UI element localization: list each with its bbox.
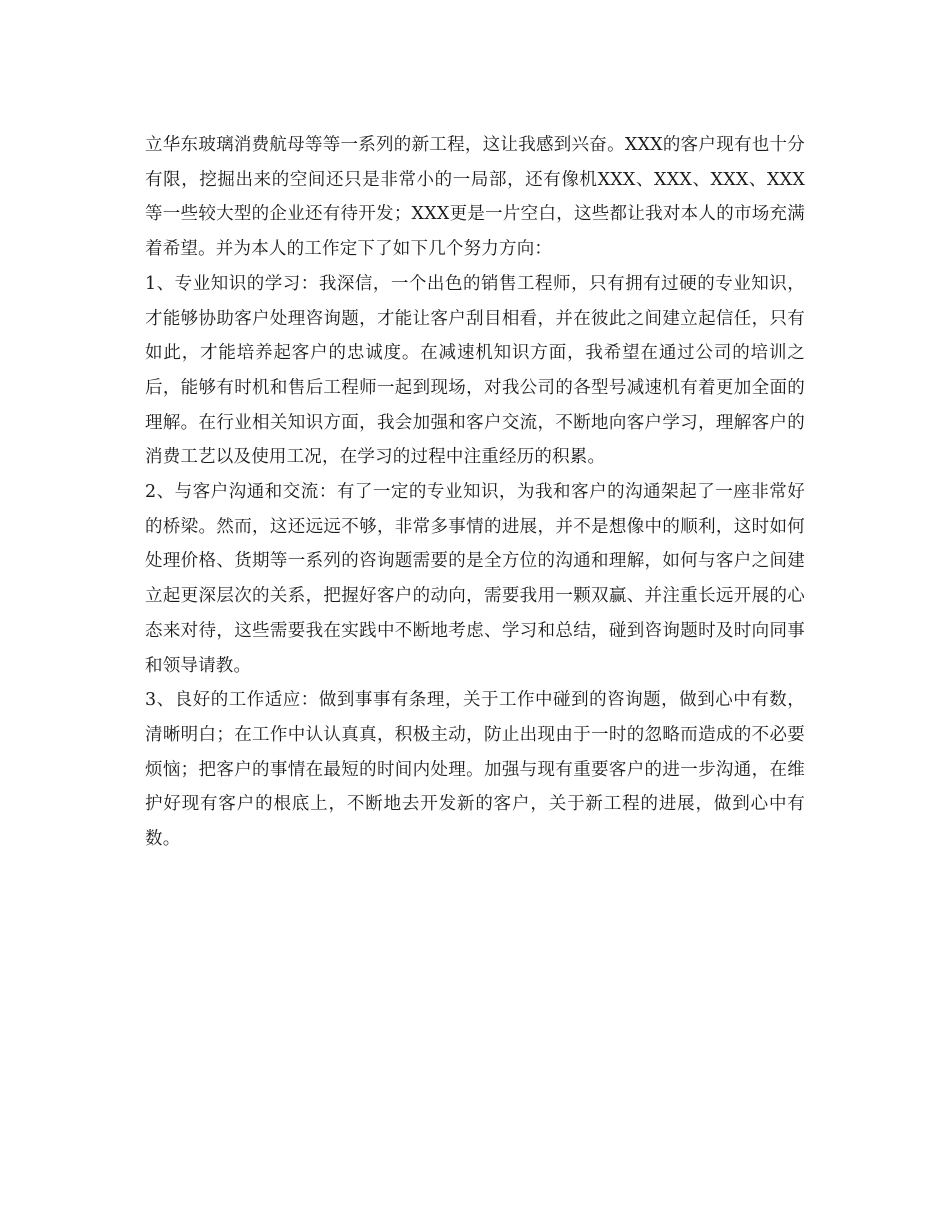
paragraph-intro: 立华东玻璃消费航母等等一系列的新工程，这让我感到兴奋。XXX的客户现有也十分有限，挖掘出来的空间还只是非常小的一局部，还有像机XXX、XXX、XXX、XXX等一些较大型的企业还有待开发；XXX更是一片空白，这些都让我对本人的市场充满着希望。并为本人的工作定下了如下几个努力方向： bbox=[145, 135, 805, 260]
paragraph-work-adaptation: 3、良好的工作适应：做到事事有条理，关于工作中碰到的咨询题，做到心中有数，清晰明白；在工作中认认真真，积极主动，防止出现由于一时的忽略而造成的不必要烦恼；把客户的事情在最短的时间内处理。加强与现有重要客户的进一步沟通，在维护好现有客户的根底上，不断地去开发新的客户，关于新工程的进展，做到心中有数。 bbox=[145, 690, 805, 850]
paragraph-professional-knowledge: 1、专业知识的学习：我深信，一个出色的销售工程师，只有拥有过硬的专业知识，才能够协助客户处理咨询题，才能让客户刮目相看，并在彼此之间建立起信任，只有如此，才能培养起客户的忠诚度。在减速机知识方面，我希望在通过公司的培训之后，能够有时机和售后工程师一起到现场，对我公司的各型号减速机有着更加全面的理解。在行业相关知识方面，我会加强和客户交流，不断地向客户学习，理解客户的消费工艺以及使用工况，在学习的过程中注重经历的积累。 bbox=[145, 273, 805, 468]
paragraph-customer-communication: 2、与客户沟通和交流：有了一定的专业知识，为我和客户的沟通架起了一座非常好的桥梁。然而，这还远远不够，非常多事情的进展，并不是想像中的顺利，这时如何处理价格、货期等一系列的咨询题需要的是全方位的沟通和理解，如何与客户之间建立起更深层次的关系，把握好客户的动向，需要我用一颗双赢、并注重长远开展的心态来对待，这些需要我在实践中不断地考虑、学习和总结，碰到咨询题时及时向同事和领导请教。 bbox=[145, 482, 805, 676]
document-body bbox=[145, 128, 805, 857]
